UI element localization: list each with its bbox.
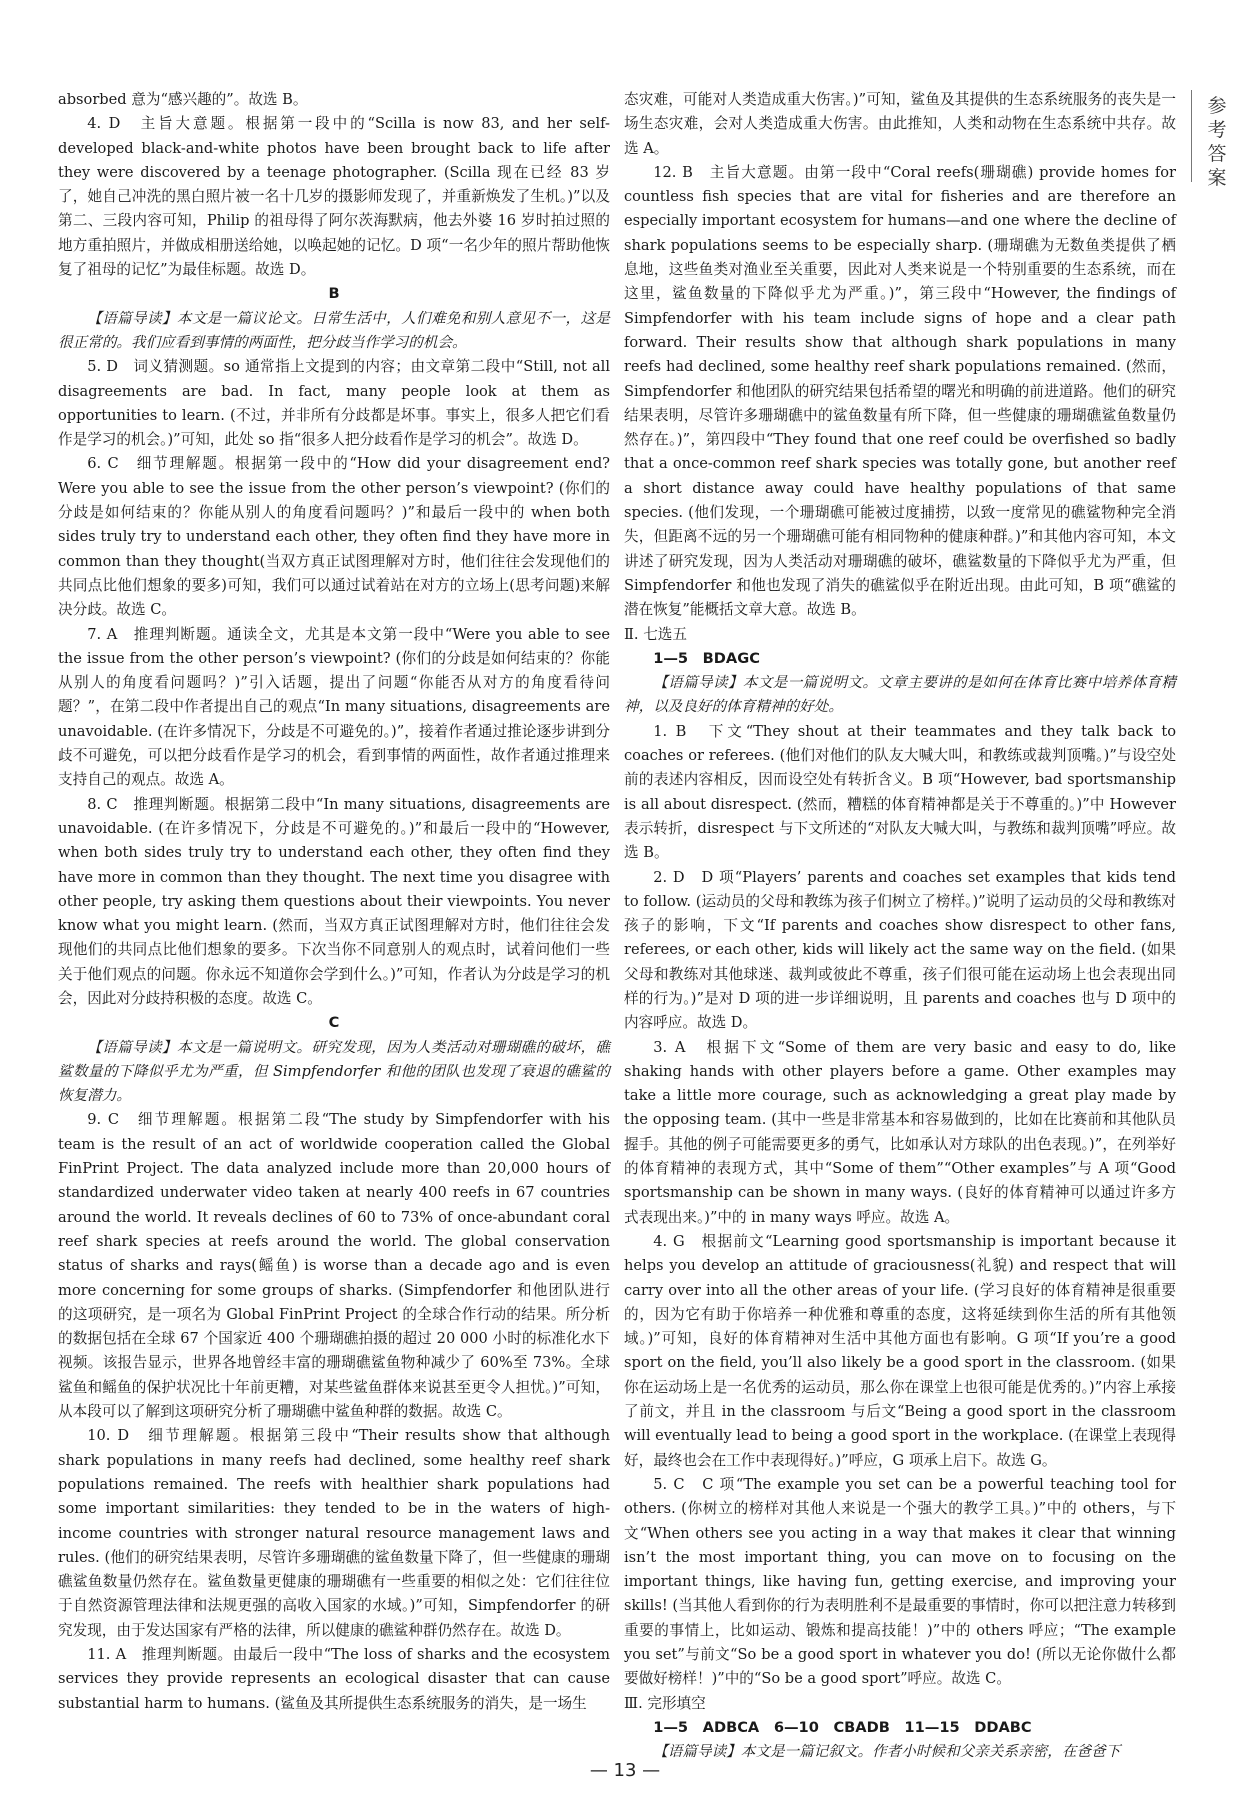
left-paragraph: 4. D 主旨大意题。根据第一段中的“Scilla is now 83, and her self-developed black-and-white photos have been brought back to life after they were discovered by a teenage photographer. (Scilla 现在已经 83 岁了，她自己冲洗的黑白照片被一名十几岁的摄影师发现了，并重新焕发了生机。)”以及第二、三段内容可知，Philip 的祖母得了阿尔茨海默病，他去外婆 16 岁时拍过照的地方重拍照片，并做成相册送给她，以唤起她的记忆。D 项“一名少年的照片帮助他恢复了祖母的记忆”为最佳标题。故选 D。 bbox=[58, 115, 610, 279]
right-paragraph: 4. G 根据前文“Learning good sportsmanship is important because it helps you develop an attitude of graciousness(礼貌) and respect that will carry over into all the other areas of your life. (学习良好的体育精神是很重要的，因为它有助于你培养一种优雅和尊重的态度，这将延续到你生活的所有其他领域。)”可知，良好的体育精神对生活中其他方面也有影响。G 项“If you’re a good sport on the field, you’ll also likely be a good sport in the classroom. (如果你在运动场上是一名优秀的运动员，那么你在课堂上也很可能是优秀的。)”内容上承接了前文，并且 in the classroom 与后文“Being a good sport in the classroom will eventually lead to being a good sport in the workplace. (在课堂上表现得好，最终也会在工作中表现得好。)”呼应，G 项承上启下。故选 G。 bbox=[624, 1232, 1176, 1469]
right-paragraph: 2. D D 项“Players’ parents and coaches set examples that kids tend to follow. (运动员的父母和教练为孩子们树立了榜样。)”说明了运动员的父母和教练对孩子的影响，下文“If parents and coaches show disrespect to other fans, referees, or each other, kids will likely act the same way on the field. (如果父母和教练对其他球迷、裁判或彼此不尊重，孩子们很可能在运动场上也会表现出同样的行为。)”是对 D 项的进一步详细说明，且 parents and coaches 也与 D 项中的内容呼应。故选 D。 bbox=[624, 868, 1176, 1032]
left-paragraph: C bbox=[328, 1014, 340, 1032]
left-paragraph: 10. D 细节理解题。根据第三段中“Their results show that although shark populations in many reefs had declined, some healthy reef shark populations remained. The reefs with healthier shark populations had some important similarities: they tended to be in the waters of high-income countries with stronger natural resource management laws and rules. (他们的研究结果表明，尽管许多珊瑚礁的鲨鱼数量下降了，但一些健康的珊瑚礁鲨鱼数量仍然存在。鲨鱼数量更健康的珊瑚礁有一些重要的相似之处：它们往往位于自然资源管理法律和法规更强的高收入国家的水域。)”可知，Simpfendorfer 的研究发现，由于发达国家有严格的法律，所以健康的礁鲨种群仍然存在。故选 D。 bbox=[58, 1427, 610, 1639]
right-paragraph: 12. B 主旨大意题。由第一段中“Coral reefs(珊瑚礁) provide homes for countless fish species that are vital for fisheries and are therefore an especially important ecosystem for humans—and one where the decline of shark populations seems to be especially sharp. (珊瑚礁为无数鱼类提供了栖息地，这些鱼类对渔业至关重要，因此对人类来说是一个特别重要的生态系统，而在这里，鲨鱼数量的下降似乎尤为严重。)”，第三段中“However, the findings of Simpfendorfer with his team include signs of hope and a clear path forward. Their results show that although shark populations in many reefs had declined, some healthy reef shark populations remained. (然而，Simpfendorfer 和他团队的研究结果包括希望的曙光和明确的前进道路。他们的研究结果表明，尽管许多珊瑚礁中的鲨鱼数量有所下降，但一些健康的珊瑚礁鲨鱼数量仍然存在。)”，第四段中“They found that one reef could be overfished so badly that a once-common reef shark species was totally gone, but another reef a short distance away could have healthy populations of that same species. (他们发现，一个珊瑚礁可能被过度捕捞，以致一度常见的礁鲨物种完全消失，但距离不远的另一个珊瑚礁可能有相同物种的健康种群。)”和其他内容可知，本文讲述了研究发现，因为人类活动对珊瑚礁的破坏，礁鲨数量的下降似乎尤为严重，但 Simpfendorfer 和他也发现了消失的礁鲨似乎在附近出现。由此可知，B 项“礁鲨的潜在恢复”能概括文章大意。故选 B。 bbox=[624, 163, 1176, 619]
side-label: 参考答案 bbox=[1207, 95, 1227, 189]
right-paragraph: Ⅲ. 完形填空 bbox=[624, 1694, 706, 1712]
right-paragraph: 1—5 BDAGC bbox=[653, 649, 760, 667]
left-paragraph: 【语篇导读】本文是一篇议论文。日常生活中，人们难免和别人意见不一，这是很正常的。我们应看到事情的两面性，把分歧当作学习的机会。 bbox=[58, 309, 610, 351]
right-paragraph: 【语篇导读】本文是一篇记叙文。作者小时候和父亲关系亲密，在爸爸下 bbox=[653, 1743, 1121, 1761]
left-paragraph: 11. A 推理判断题。由最后一段中“The loss of sharks and the ecosystem services they provide represents an ecological disaster that can cause substantial harm to humans. (鲨鱼及其所提供生态系统服务的消失，是一场生 bbox=[58, 1646, 610, 1712]
left-paragraph: 5. D 词义猜测题。so 通常指上文提到的内容；由文章第二段中“Still, not all disagreements are bad. In fact, many people look at them as opportunities to learn. (不过，并非所有分歧都是坏事。事实上，很多人把它们看作是学习的机会。)”可知，此处 so 指“很多人把分歧看作是学习的机会”。故选 D。 bbox=[58, 358, 610, 449]
left-paragraph: absorbed 意为“感兴趣的”。故选 B。 bbox=[58, 91, 308, 108]
right-column bbox=[624, 88, 1176, 1764]
page-number: — 13 — bbox=[589, 1760, 661, 1781]
left-paragraph: B bbox=[328, 285, 340, 303]
left-paragraph: 8. C 推理判断题。根据第二段中“In many situations, disagreements are unavoidable. (在许多情况下，分歧是不可避免的。)”和最后一段中的“However, when both sides truly try to understand each other, they often find they have more in common than they thought. The next time you disagree with other people, try asking them questions about their viewpoints. You never know what you might learn. (然而，当双方真正试图理解对方时，他们往往会发现他们的共同点比他们想象的要多。下次当你不同意别人的观点时，试着问他们一些关于他们观点的问题。你永远不知道你会学到什么。)”可知，作者认为分歧是学习的机会，因此对分歧持积极的态度。故选 C。 bbox=[58, 795, 610, 1007]
left-paragraph: 9. C 细节理解题。根据第二段“The study by Simpfendorfer with his team is the result of an act of worldwide cooperation called the Global FinPrint Project. The data analyzed include more than 20,000 hours of standardized underwater video taken at nearly 400 reefs in 67 countries around the world. It reveals declines of 60 to 73% of once-abundant coral reef shark species at reefs around the world. The global conservation status of sharks and rays(鳐鱼) is worse than a decade ago and is even more concerning for some groups of sharks. (Simpfendorfer 和他团队进行的这项研究，是一项名为 Global FinPrint Project 的全球合作行动的结果。所分析的数据包括在全球 67 个国家近 400 个珊瑚礁拍摄的超过 20 000 小时的标准化水下视频。该报告显示，世界各地曾经丰富的珊瑚礁鲨鱼物种减少了 60%至 73%。全球鲨鱼和鳐鱼的保护状况比十年前更糟，对某些鲨鱼群体来说甚至更令人担忧。)”可知，从本段可以了解到这项研究分析了珊瑚礁中鲨鱼种群的数据。故选 C。 bbox=[58, 1111, 610, 1421]
left-column bbox=[58, 88, 610, 1716]
right-paragraph: 态灾难，可能对人类造成重大伤害。)”可知，鲨鱼及其提供的生态系统服务的丧失是一场生态灾难，会对人类造成重大伤害。由此推知，人类和动物在生态系统中共存。故选 A。 bbox=[624, 91, 1176, 157]
right-paragraph: Ⅱ. 七选五 bbox=[624, 625, 687, 643]
right-paragraph: 【语篇导读】本文是一篇说明文。文章主要讲的是如何在体育比赛中培养体育精神，以及良好的体育精神的好处。 bbox=[624, 674, 1176, 716]
left-paragraph: 7. A 推理判断题。通读全文，尤其是本文第一段中“Were you able to see the issue from the other person’s viewpoint? (你们的分歧是如何结束的？你能从别人的角度看问题吗？)”引入话题，提出了问题“你能否从对方的角度看待问题？”，在第二段中作者提出自己的观点“In many situations, disagreements are unavoidable. (在许多情况下，分歧是不可避免的。)”，接着作者通过推论逐步讲到分歧不可避免，可以把分歧看作是学习的机会，看到事情的两面性，故作者通过推理来支持自己的观点。故选 A。 bbox=[58, 625, 610, 789]
left-paragraph: 【语篇导读】本文是一篇说明文。研究发现，因为人类活动对珊瑚礁的破坏，礁鲨数量的下降似乎尤为严重，但 Simpfendorfer 和他的团队也发现了衰退的礁鲨的恢复潜力。 bbox=[58, 1038, 610, 1105]
right-paragraph: 1. B 下文“They shout at their teammates and they talk back to coaches or referees. (他们对他们的队友大喊大叫，和教练或裁判顶嘴。)”与设空处前的表述内容相反，因而设空处有转折含义。B 项“However, bad sportsmanship is all about disrespect. (然而，糟糕的体育精神都是关于不尊重的。)”中 However 表示转折，disrespect 与下文所述的“对队友大喊大叫，与教练和裁判顶嘴”呼应。故选 B。 bbox=[624, 722, 1176, 862]
right-paragraph: 3. A 根据下文“Some of them are very basic and easy to do, like shaking hands with other players before a game. Other examples may take a little more courage, such as acknowledging a great play made by the opposing team. (其中一些是非常基本和容易做到的，比如在比赛前和其他队员握手。其他的例子可能需要更多的勇气，比如承认对方球队的出色表现。)”，在列举好的体育精神的表现方式，其中“Some of them”“Other examples”与 A 项“Good sportsmanship can be shown in many ways. (良好的体育精神可以通过许多方式表现出来。)”中的 in many ways 呼应。故选 A。 bbox=[624, 1038, 1176, 1226]
side-divider bbox=[1191, 90, 1192, 182]
left-paragraph: 6. C 细节理解题。根据第一段中的“How did your disagreement end? Were you able to see the issue from the other person’s viewpoint? (你们的分歧是如何结束的？你能从别人的角度看问题吗？)”和最后一段中的 when both sides truly try to understand each other, they often find they have more in common than they thought(当双方真正试图理解对方时，他们往往会发现他们的共同点比他们想象的要多)可知，我们可以通过试着站在对方的立场上(思考问题)来解决分歧。故选 C。 bbox=[58, 455, 610, 619]
right-paragraph: 5. C C 项“The example you set can be a powerful teaching tool for others. (你树立的榜样对其他人来说是一个强大的教学工具。)”中的 others，与下文“When others see you acting in a way that makes it clear that winning isn’t the most important thing, you can move on to focusing on the important things, like having fun, getting exercise, and improving your skills! (当其他人看到你的行为表明胜利不是最重要的事情时，你可以把注意力转移到重要的事情上，比如运动、锻炼和提高技能！)”中的 others 呼应；“The example you set”与前文“So be a good sport in whatever you do! (所以无论你做什么都要做好榜样！)”中的“So be a good sport”呼应。故选 C。 bbox=[624, 1475, 1176, 1688]
right-paragraph: 1—5 ADBCA 6—10 CBADB 11—15 DDABC bbox=[653, 1718, 1032, 1736]
